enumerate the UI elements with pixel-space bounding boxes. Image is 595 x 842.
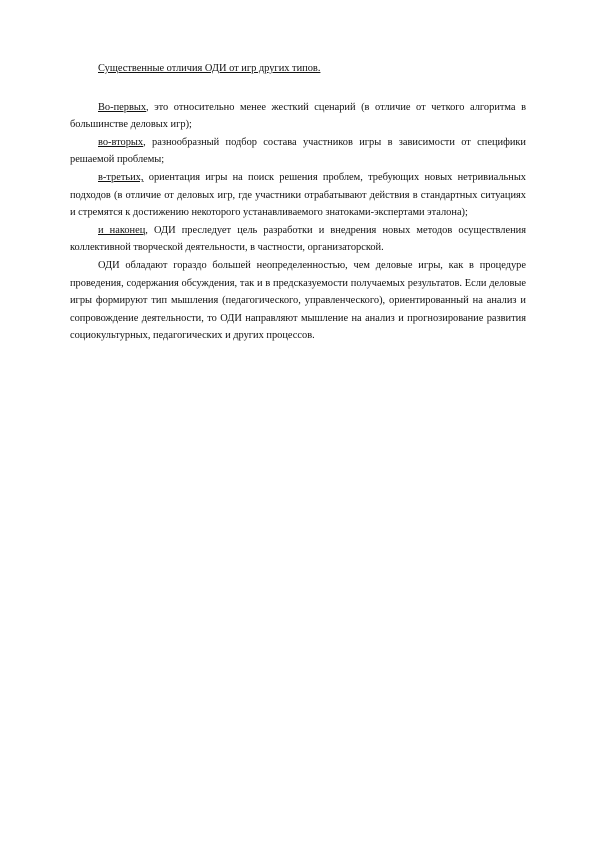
item-text-first: , это относительно менее жесткий сценарий (в отличие от четкого алгоритма в большинстве деловых игр);: [70, 101, 526, 131]
item-lead-third: в-третьих,: [98, 171, 144, 183]
item-lead-fourth: и наконец: [98, 224, 146, 236]
item-text-second: , разнообразный подбор состава участников игры в зависимости от специфики решаемой проблемы;: [70, 136, 526, 166]
item-lead-second: во-вторых: [98, 136, 144, 148]
document-title: Существенные отличия ОДИ от игр других типов.: [98, 63, 321, 74]
closing-paragraph: ОДИ обладают гораздо большей неопределенностью, чем деловые игры, как в процедуре проведения, содержания обсуждения, так и в предсказуемости получаемых результатов. Если деловые игры формируют тип мышления (педагогического, управленческого), ориентированный на анализ и сопровождение деятельности, то ОДИ направляют мышление на анализ и прогнозирование развития социокультурных, педагогических и других процессов.: [70, 259, 526, 342]
list-item-first: [70, 99, 526, 134]
item-lead-first: Во-первых: [98, 101, 147, 113]
list-item-third: [70, 169, 526, 222]
list-item-fourth: [70, 222, 526, 257]
document-body: [70, 60, 526, 345]
item-text-third: ориентация игры на поиск решения проблем, требующих новых нетривиальных подходов (в отличие от деловых игр, где участники отрабатывают действия в стандартных ситуациях и стремятся к достижению некоторого устанавливаемого знатоками-экспертами эталона);: [70, 171, 526, 219]
item-text-fourth: , ОДИ преследует цель разработки и внедрения новых методов осуществления коллективной творческой деятельности, в частности, организаторской.: [70, 224, 526, 254]
list-item-second: [70, 134, 526, 169]
